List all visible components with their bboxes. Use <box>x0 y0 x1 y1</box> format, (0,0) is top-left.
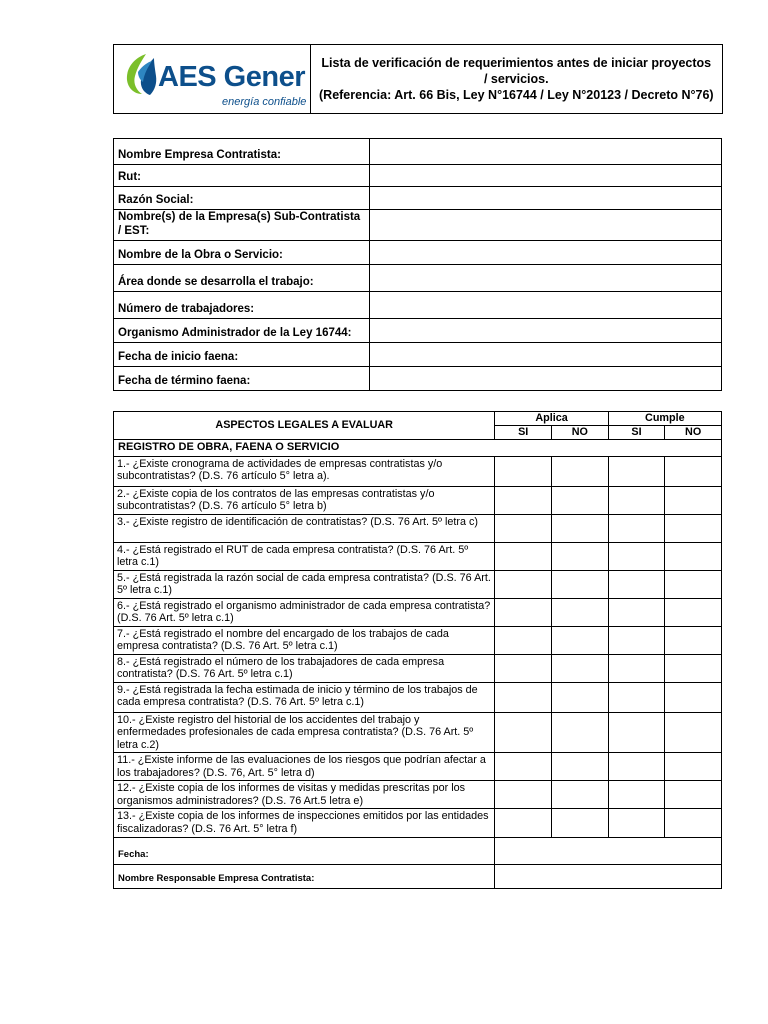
aplica-no-cell[interactable] <box>552 486 609 514</box>
info-value-field[interactable] <box>370 265 722 292</box>
info-value-field[interactable] <box>370 319 722 343</box>
cumple-si-cell[interactable] <box>608 456 665 486</box>
aes-gener-logo <box>114 45 310 113</box>
checklist-item: 7.- ¿Está registrado el nombre del encargado de los trabajos de cada empresa contratista? (D.S. 76 Art. 5º letra c.1) <box>114 626 495 654</box>
cumple-no-cell[interactable] <box>665 542 722 570</box>
checklist-item: 4.- ¿Está registrado el RUT de cada empresa contratista? (D.S. 76 Art. 5º letra c.1) <box>114 542 495 570</box>
info-label: Área donde se desarrolla el trabajo: <box>114 265 370 292</box>
title-line-1: Lista de verificación de requerimientos antes de iniciar proyectos <box>321 56 712 70</box>
cumple-si-cell[interactable] <box>608 809 665 838</box>
aplica-si-cell[interactable] <box>495 570 552 598</box>
info-value-field[interactable] <box>370 187 722 210</box>
checklist-item: 9.- ¿Está registrada la fecha estimada de inicio y término de los trabajos de cada empresa contratista? (D.S. 76 Art. 5º letra c.1) <box>114 682 495 712</box>
checklist-item: 5.- ¿Está registrada la razón social de cada empresa contratista? (D.S. 76 Art. 5º letra c.1) <box>114 570 495 598</box>
checklist-item: 1.- ¿Existe cronograma de actividades de empresas contratistas y/o subcontratistas? (D.S. 76 artículo 5° letra a). <box>114 456 495 486</box>
aplica-no-cell[interactable] <box>552 598 609 626</box>
info-label: Rut: <box>114 165 370 187</box>
aes-logo-icon <box>124 52 158 96</box>
aplica-si-cell[interactable] <box>495 781 552 809</box>
cumple-si-cell[interactable] <box>608 626 665 654</box>
info-value-field[interactable] <box>370 139 722 165</box>
info-value-field[interactable] <box>370 241 722 265</box>
info-label: Razón Social: <box>114 187 370 210</box>
info-value-field[interactable] <box>370 210 722 241</box>
aplica-no-cell[interactable] <box>552 626 609 654</box>
aplica-no-cell[interactable] <box>552 514 609 542</box>
aplica-si-cell[interactable] <box>495 514 552 542</box>
aplica-no-cell[interactable] <box>552 682 609 712</box>
cumple-si-cell[interactable] <box>608 781 665 809</box>
info-label: Fecha de inicio faena: <box>114 343 370 367</box>
checklist-item: 2.- ¿Existe copia de los contratos de las empresas contratistas y/o subcontratistas? (D.S. 76 artículo 5° letra b) <box>114 486 495 514</box>
aplica-no-cell[interactable] <box>552 781 609 809</box>
cumple-si-cell[interactable] <box>608 570 665 598</box>
title-line-3: (Referencia: Art. 66 Bis, Ley N°16744 / Ley N°20123 / Decreto N°76) <box>319 88 714 102</box>
brand-tagline: energía confiable <box>222 96 307 108</box>
cumple-si-cell[interactable] <box>608 542 665 570</box>
aplica-no-cell[interactable] <box>552 654 609 682</box>
cumple-si-cell[interactable] <box>608 486 665 514</box>
aplica-si-cell[interactable] <box>495 626 552 654</box>
info-value-field[interactable] <box>370 165 722 187</box>
cumple-si-cell[interactable] <box>608 682 665 712</box>
info-label: Nombre(s) de la Empresa(s) Sub-Contratista / EST: <box>114 210 370 241</box>
cumple-no-cell[interactable] <box>665 598 722 626</box>
brand-name: AES Gener <box>158 61 305 93</box>
aplica-no-cell[interactable] <box>552 753 609 781</box>
checklist-item: 13.- ¿Existe copia de los informes de inspecciones emitidos por las entidades fiscalizadoras? (D.S. 76 Art. 5° letra f) <box>114 809 495 838</box>
document-title <box>311 45 723 114</box>
legal-checklist-table <box>113 411 722 889</box>
info-label: Fecha de término faena: <box>114 367 370 391</box>
responsable-label: Nombre Responsable Empresa Contratista: <box>114 865 495 889</box>
cumple-si-cell[interactable] <box>608 598 665 626</box>
aplica-si-cell[interactable] <box>495 598 552 626</box>
checklist-item: 6.- ¿Está registrado el organismo administrador de cada empresa contratista? (D.S. 76 Art. 5º letra c.1) <box>114 598 495 626</box>
aplica-si-cell[interactable] <box>495 809 552 838</box>
aplica-no-cell[interactable] <box>552 570 609 598</box>
aplica-no-cell[interactable] <box>552 456 609 486</box>
aplica-si-cell[interactable] <box>495 654 552 682</box>
cumple-no-cell[interactable] <box>665 809 722 838</box>
fecha-field[interactable] <box>495 838 722 865</box>
aplica-no-cell[interactable] <box>552 712 609 753</box>
aplica-si-cell[interactable] <box>495 753 552 781</box>
info-value-field[interactable] <box>370 343 722 367</box>
info-value-field[interactable] <box>370 367 722 391</box>
cumple-si-cell[interactable] <box>608 514 665 542</box>
header-cumple-no: NO <box>665 426 722 440</box>
header-cumple: Cumple <box>608 412 721 426</box>
cumple-si-cell[interactable] <box>608 712 665 753</box>
responsable-field[interactable] <box>495 865 722 889</box>
checklist-item: 12.- ¿Existe copia de los informes de visitas y medidas prescritas por los organismos administradores? (D.S. 76 Art.5 letra e) <box>114 781 495 809</box>
contractor-info-table <box>113 138 722 391</box>
info-label: Nombre Empresa Contratista: <box>114 139 370 165</box>
cumple-no-cell[interactable] <box>665 682 722 712</box>
aplica-no-cell[interactable] <box>552 542 609 570</box>
header-aplica: Aplica <box>495 412 608 426</box>
aplica-si-cell[interactable] <box>495 682 552 712</box>
cumple-no-cell[interactable] <box>665 514 722 542</box>
aplica-si-cell[interactable] <box>495 542 552 570</box>
header-aplica-si: SI <box>495 426 552 440</box>
cumple-no-cell[interactable] <box>665 781 722 809</box>
title-line-2: / servicios. <box>483 72 549 86</box>
section-title: REGISTRO DE OBRA, FAENA O SERVICIO <box>114 439 722 456</box>
aplica-si-cell[interactable] <box>495 712 552 753</box>
cumple-no-cell[interactable] <box>665 456 722 486</box>
header-aplica-no: NO <box>552 426 609 440</box>
cumple-no-cell[interactable] <box>665 654 722 682</box>
info-label: Organismo Administrador de la Ley 16744: <box>114 319 370 343</box>
checklist-item: 11.- ¿Existe informe de las evaluaciones de los riesgos que podrían afectar a los trabajadores? (D.S. 76, Art. 5° letra d) <box>114 753 495 781</box>
cumple-no-cell[interactable] <box>665 712 722 753</box>
header-aspects: ASPECTOS LEGALES A EVALUAR <box>114 412 495 440</box>
cumple-si-cell[interactable] <box>608 753 665 781</box>
cumple-no-cell[interactable] <box>665 570 722 598</box>
aplica-si-cell[interactable] <box>495 456 552 486</box>
checklist-item: 3.- ¿Existe registro de identificación de contratistas? (D.S. 76 Art. 5º letra c) <box>114 514 495 542</box>
logo-cell <box>114 45 311 114</box>
header-cumple-si: SI <box>608 426 665 440</box>
aplica-si-cell[interactable] <box>495 486 552 514</box>
cumple-si-cell[interactable] <box>608 654 665 682</box>
checklist-item: 8.- ¿Está registrado el número de los trabajadores de cada empresa contratista? (D.S. 76 Art. 5º letra c.1) <box>114 654 495 682</box>
document-header <box>113 44 723 114</box>
aplica-no-cell[interactable] <box>552 809 609 838</box>
cumple-no-cell[interactable] <box>665 626 722 654</box>
fecha-label: Fecha: <box>114 838 495 865</box>
cumple-no-cell[interactable] <box>665 753 722 781</box>
checklist-item: 10.- ¿Existe registro del historial de los accidentes del trabajo y enfermedades profesionales de cada empresa contratista? (D.S. 76 Art. 5º letra c.2) <box>114 712 495 753</box>
cumple-no-cell[interactable] <box>665 486 722 514</box>
info-label: Nombre de la Obra o Servicio: <box>114 241 370 265</box>
info-label: Número de trabajadores: <box>114 292 370 319</box>
info-value-field[interactable] <box>370 292 722 319</box>
